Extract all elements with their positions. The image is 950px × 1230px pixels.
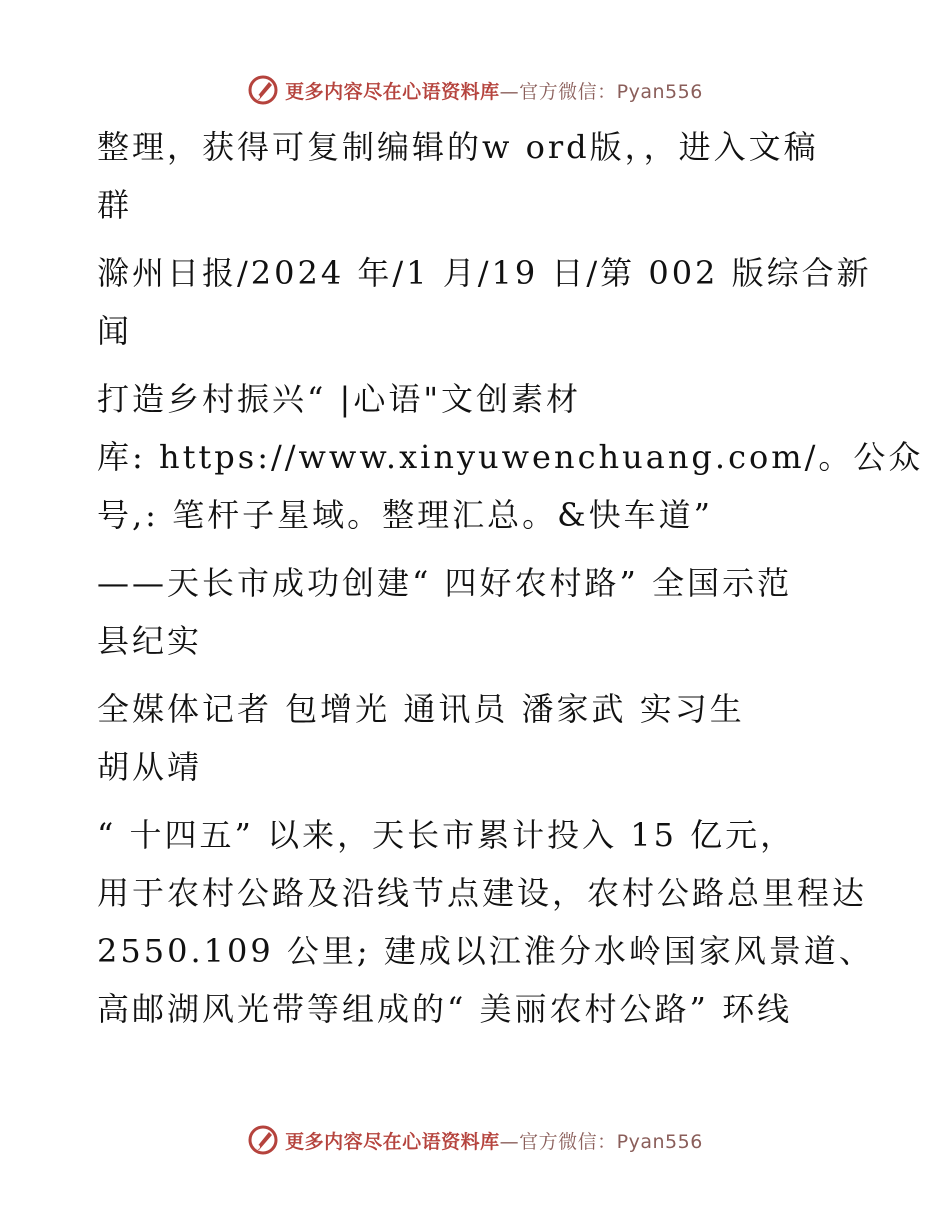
paragraph-body	[97, 806, 874, 1038]
text-line: 县纪实	[97, 622, 203, 660]
paragraph-byline	[97, 680, 857, 796]
footer-watermark	[0, 1120, 950, 1160]
text-line: 闻	[97, 312, 133, 350]
paragraph-subheadline	[97, 554, 857, 670]
watermark-wechat-text: —官方微信：Pyan556	[499, 80, 703, 103]
text-line: 胡从靖	[97, 748, 203, 786]
text-line: 滁州日报/2024 年/1 月/19 日/第 002 版综合新	[97, 254, 872, 292]
paragraph-source-note	[97, 118, 857, 234]
text-line: 高邮湖风光带等组成的“ 美丽农村公路” 环线	[97, 990, 793, 1028]
pen-logo-icon	[247, 74, 279, 106]
paragraph-headline	[97, 370, 924, 544]
document-body	[97, 118, 924, 1048]
text-line: “ 十四五” 以来，天长市累计投入 15 亿元，	[97, 816, 796, 854]
text-line: 2550.109 公里; 建成以江淮分水岭国家风景道、	[97, 932, 874, 970]
text-line: ——天长市成功创建“ 四好农村路” 全国示范	[97, 564, 793, 602]
paragraph-dateline	[97, 244, 872, 360]
text-line: 号,: 笔杆子星域。整理汇总。&快车道”	[97, 496, 713, 534]
watermark-red-text: 更多内容尽在心语资料库	[285, 1130, 500, 1153]
watermark-wechat-text: —官方微信：Pyan556	[499, 1130, 703, 1153]
watermark-red-text: 更多内容尽在心语资料库	[285, 80, 500, 103]
text-line: 全媒体记者 包增光 通讯员 潘家武 实习生	[97, 690, 745, 728]
text-line: 打造乡村振兴“ |心语"文创素材	[97, 380, 582, 418]
text-line: 群	[97, 186, 133, 224]
text-line: 用于农村公路及沿线节点建设，农村公路总里程达	[97, 874, 868, 912]
header-watermark	[0, 70, 950, 110]
text-line: 库: https://www.xinyuwenchuang.com/。公众	[97, 438, 924, 476]
text-line: 整理，获得可复制编辑的w ord版，，进入文稿	[97, 128, 819, 166]
pen-logo-icon	[247, 1124, 279, 1156]
